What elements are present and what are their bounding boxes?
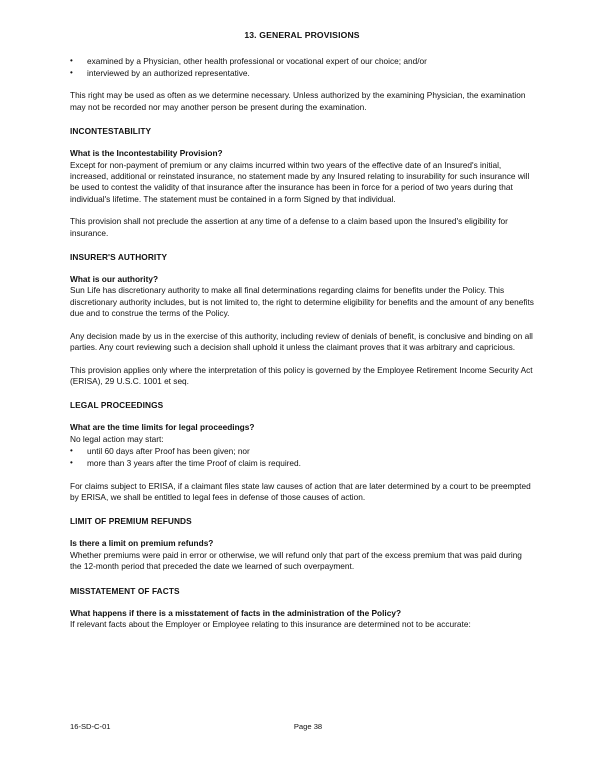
- question-legal-proceedings: What are the time limits for legal proceedings?: [70, 422, 255, 433]
- footer-page-number: Page 38: [293, 722, 323, 731]
- paragraph-authority-2: Any decision made by us in the exercise of this authority, including review of denials of benefit, is conclusive and binding on all parties. Any court reviewing such a decision shall uphold it unless the claimant proves that it was arbitrary and capricious.: [70, 330, 533, 353]
- page-title: 13. GENERAL PROVISIONS: [244, 30, 360, 40]
- footer-form-id: 16-SD-C-01: [70, 722, 111, 731]
- question-misstatement-of-facts: What happens if there is a misstatement of facts in the administration of the Policy?: [70, 607, 402, 618]
- section-heading-legal-proceedings: LEGAL PROCEEDINGS: [70, 400, 164, 411]
- section-heading-misstatement-of-facts: MISSTATEMENT OF FACTS: [70, 585, 180, 596]
- question-premium-refunds: Is there a limit on premium refunds?: [70, 538, 214, 549]
- intro-paragraph: This right may be used as often as we determine necessary. Unless authorized by the examining Physician, the examination may not be recorded nor may another person be present during the examination.: [70, 90, 526, 112]
- list-item: • more than 3 years after the time Proof of claim is required.: [70, 457, 534, 469]
- lead-in-legal-proceedings: No legal action may start:: [70, 433, 164, 444]
- document-content: [70, 30, 534, 630]
- paragraph-premium-refunds-1: Whether premiums were paid in error or otherwise, we will refund only that part of the excess premium that was paid during the 12-month period that preceded the date we learned of such overpayment.: [70, 549, 522, 572]
- section-heading-incontestability: INCONTESTABILITY: [70, 126, 152, 137]
- question-insurers-authority: What is our authority?: [70, 274, 159, 285]
- paragraph-legal-proceedings-1: For claims subject to ERISA, if a claimant files state law causes of action that are later determined by a court to be preempted by ERISA, we shall be entitled to legal fees in defense of those causes of action.: [70, 480, 531, 502]
- intro-bullet-list: [70, 55, 534, 79]
- paragraph-authority-3: This provision applies only where the interpretation of this policy is governed by the Employee Retirement Income Security Act (ERISA), 29 U.S.C. 1001 et seq.: [70, 364, 533, 386]
- legal-proceedings-bullet-list: [70, 445, 534, 469]
- section-heading-limit-of-premium-refunds: LIMIT OF PREMIUM REFUNDS: [70, 516, 192, 527]
- paragraph-incontestability-2: This provision shall not preclude the assertion at any time of a defense to a claim based upon the Insured's eligibility for insurance.: [70, 216, 508, 238]
- list-item: • until 60 days after Proof has been given; nor: [70, 445, 534, 457]
- list-item: • examined by a Physician, other health professional or vocational expert of our choice; and/or: [70, 55, 534, 67]
- list-item: • interviewed by an authorized representative.: [70, 67, 534, 79]
- paragraph-authority-1: Sun Life has discretionary authority to make all final determinations regarding claims for benefits under the Policy. This discretionary authority includes, but is not limited to, the right to determine eligibility for benefits and the amount of any benefits due and to construe the terms of the Policy.: [70, 285, 534, 319]
- section-heading-insurers-authority: INSURER'S AUTHORITY: [70, 252, 168, 263]
- paragraph-misstatement-1: If relevant facts about the Employer or Employee relating to this insurance are determined not to be accurate:: [70, 618, 471, 629]
- paragraph-incontestability-1: Except for non-payment of premium or any claims incurred within two years of the effective date of an Insured's initial, increased, additional or reinstated insurance, no statement made by any Insured relating to insurability for such insurance will be used to contest the validity of that insurance after the insurance has been in force for a period of two years during that individual's lifetime. The statement must be contained in a form Signed by that individual.: [70, 159, 530, 204]
- question-incontestability: What is the Incontestability Provision?: [70, 148, 223, 159]
